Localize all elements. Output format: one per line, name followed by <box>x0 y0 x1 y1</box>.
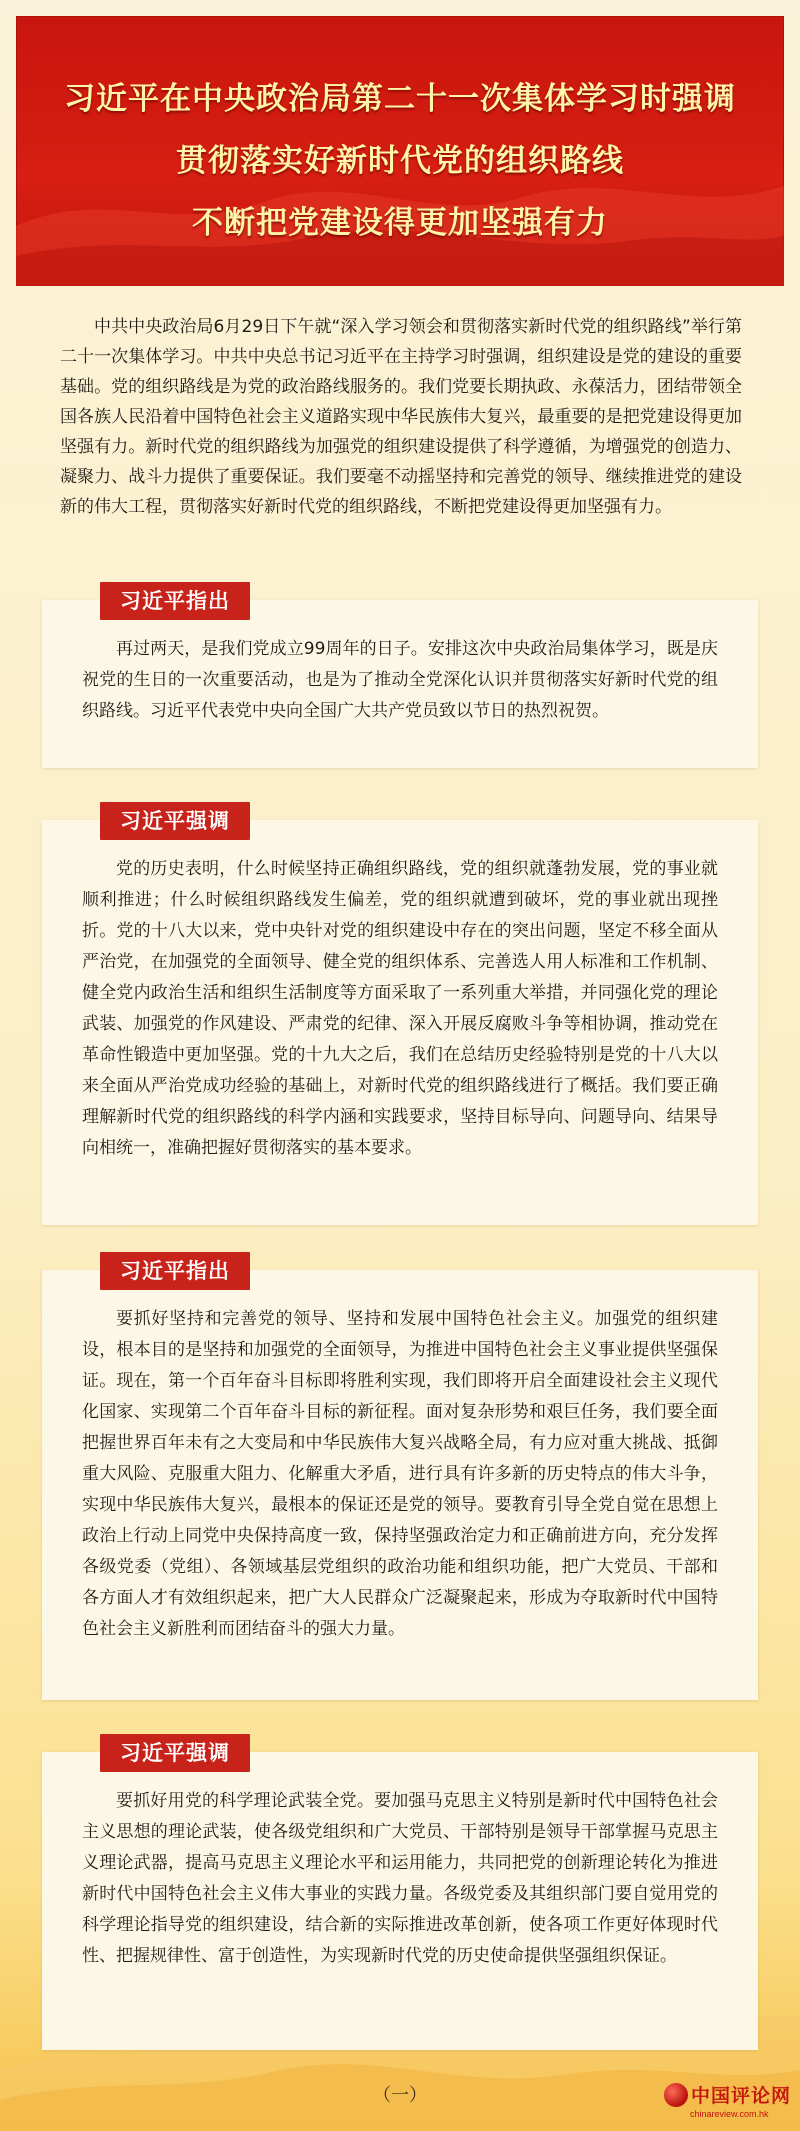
title-line-3: 不断把党建设得更加坚强有力 <box>192 205 608 241</box>
page-title <box>16 16 784 254</box>
section-tag-4: 习近平强调 <box>100 1734 250 1772</box>
section-text-4: 要抓好用党的科学理论武装全党。要加强马克思主义特别是新时代中国特色社会主义思想的理论武装，使各级党组织和广大党员、干部特别是领导干部掌握马克思主义理论武器，提高马克思主义理论水平和运用能力，共同把党的创新理论转化为推进新时代中国特色社会主义伟大事业的实践力量。各级党委及其组织部门要自觉用党的科学理论指导党的组织建设，结合新的实际推进改革创新，使各项工作更好体现时代性、把握规律性、富于创造性，为实现新时代党的历史使命提供坚强组织保证。 <box>82 1791 718 1966</box>
section-card-1 <box>42 589 758 768</box>
section-card-4 <box>42 1741 758 2050</box>
intro-paragraph: 中共中央政治局6月29日下午就“深入学习领会和贯彻落实新时代党的组织路线”举行第二十一次集体学习。中共中央总书记习近平在主持学习时强调，组织建设是党的建设的重要基础。党的组织路线是为党的政治路线服务的。我们党要长期执政、永葆活力，团结带领全国各族人民沿着中国特色社会主义道路实现中华民族伟大复兴，最重要的是把党建设得更加坚强有力。新时代党的组织路线为加强党的组织建设提供了科学遵循，为增强党的创造力、凝聚力、战斗力提供了重要保证。我们要毫不动摇坚持和完善党的领导、继续推进党的建设新的伟大工程，贯彻落实好新时代党的组织路线，不断把党建设得更加坚强有力。 <box>60 317 742 517</box>
site-logo[interactable] <box>664 2081 794 2125</box>
section-card-2 <box>42 809 758 1225</box>
globe-icon <box>664 2083 688 2107</box>
section-text-2: 党的历史表明，什么时候坚持正确组织路线，党的组织就蓬勃发展，党的事业就顺利推进；什么时候组织路线发生偏差，党的组织就遭到破坏，党的事业就出现挫折。党的十八大以来，党中央针对党的组织建设中存在的突出问题，坚定不移全面从严治党，在加强党的全面领导、健全党的组织体系、完善选人用人标准和工作机制、健全党内政治生活和组织生活制度等方面采取了一系列重大举措，并同强化党的理论武装、加强党的作风建设、严肃党的纪律、深入开展反腐败斗争等相协调，推动党在革命性锻造中更加坚强。党的十九大之后，我们在总结历史经验特别是党的十八大以来全面从严治党成功经验的基础上，对新时代党的组织路线进行了概括。我们要正确理解新时代党的组织路线的科学内涵和实践要求，坚持目标导向、问题导向、结果导向相统一，准确把握好贯彻落实的基本要求。 <box>82 859 718 1158</box>
section-tag-3: 习近平指出 <box>100 1252 250 1290</box>
section-text-1: 再过两天，是我们党成立99周年的日子。安排这次中央政治局集体学习，既是庆祝党的生日的一次重要活动，也是为了推动全党深化认识并贯彻落实好新时代党的组织路线。习近平代表党中央向全国广大共产党员致以节日的热烈祝贺。 <box>82 639 718 721</box>
page-number: （一） <box>373 2085 427 2106</box>
title-banner <box>16 16 784 286</box>
logo-name: 中国评论网 <box>691 2085 792 2107</box>
section-card-3 <box>42 1259 758 1700</box>
section-tag-2: 习近平强调 <box>100 802 250 840</box>
title-line-2: 贯彻落实好新时代党的组织路线 <box>176 143 624 179</box>
title-line-1: 习近平在中央政治局第二十一次集体学习时强调 <box>64 81 736 117</box>
section-text-3: 要抓好坚持和完善党的领导、坚持和发展中国特色社会主义。加强党的组织建设，根本目的是坚持和加强党的全面领导，为推进中国特色社会主义事业提供坚强保证。现在，第一个百年奋斗目标即将胜利实现，我们即将开启全面建设社会主义现代化国家、实现第二个百年奋斗目标的新征程。面对复杂形势和艰巨任务，我们要全面把握世界百年未有之大变局和中华民族伟大复兴战略全局，有力应对重大挑战、抵御重大风险、克服重大阻力、化解重大矛盾，进行具有许多新的历史特点的伟大斗争，实现中华民族伟大复兴，最根本的保证还是党的领导。要教育引导全党自觉在思想上政治上行动上同党中央保持高度一致，保持坚强政治定力和正确前进方向，充分发挥各级党委（党组）、各领域基层党组织的政治功能和组织功能，把广大党员、干部和各方面人才有效组织起来，把广大人民群众广泛凝聚起来，形成为夺取新时代中国特色社会主义新胜利而团结奋斗的强大力量。 <box>82 1309 718 1639</box>
section-tag-1: 习近平指出 <box>100 582 250 620</box>
logo-url: chinareview.com.hk <box>690 2109 769 2119</box>
